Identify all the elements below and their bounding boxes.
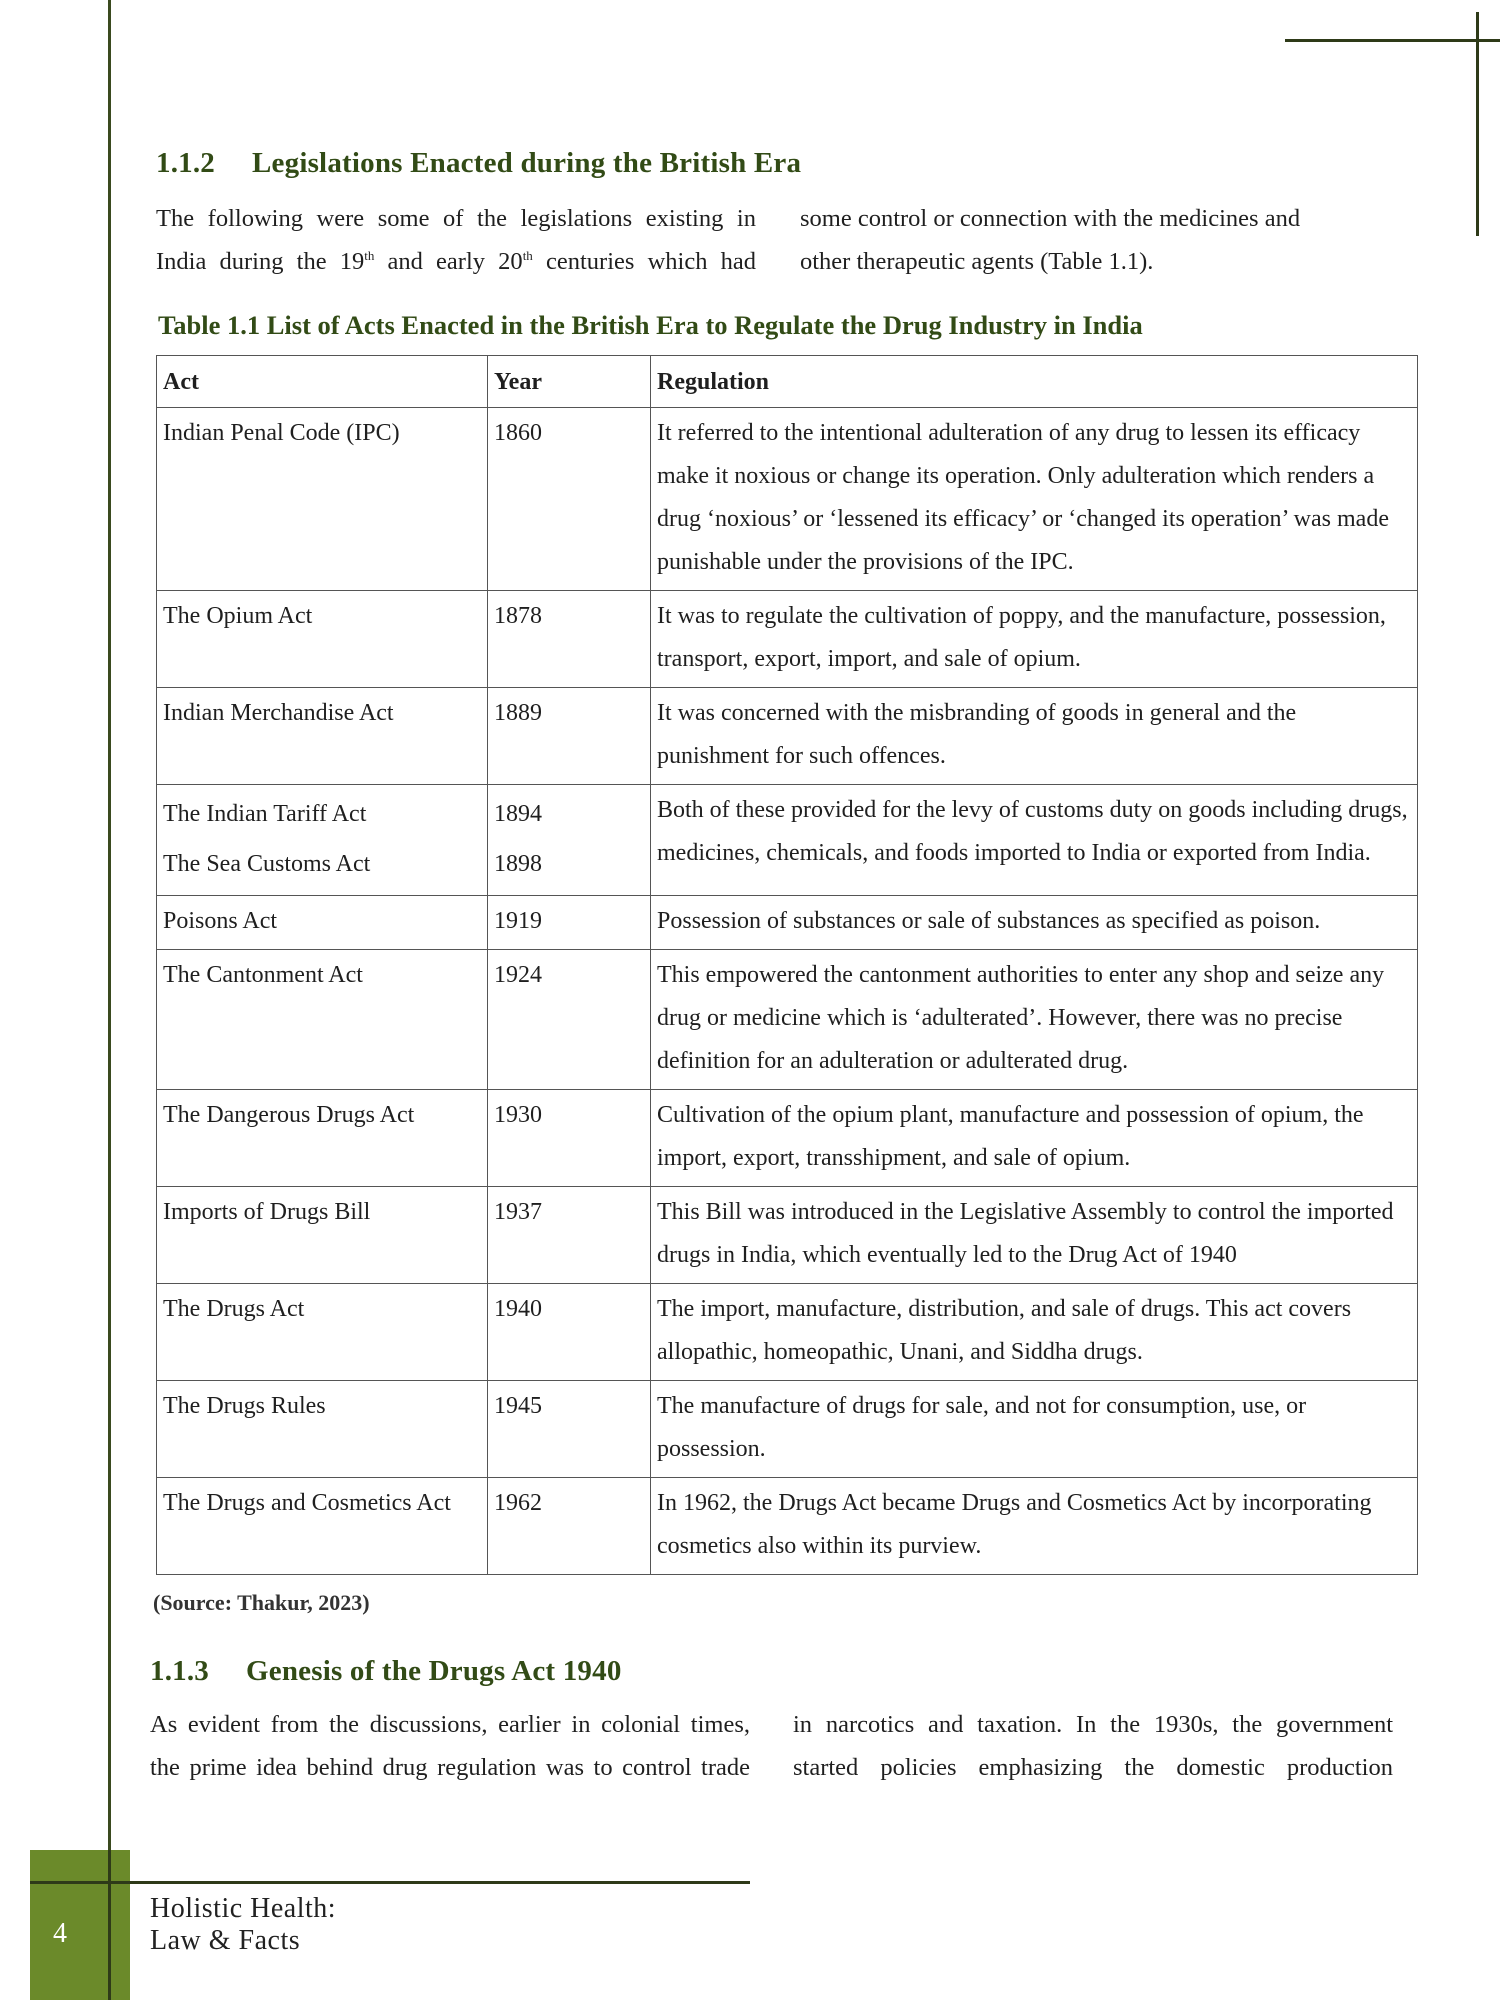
regulation-cell: Cultivation of the opium plant, manufacture and possession of opium, the import, export, transshipment, and sale of opium. — [651, 1090, 1418, 1187]
year-cell: 1878 — [488, 591, 651, 688]
paragraph-line: As evident from the discussions, earlier in colonial times, — [150, 1711, 750, 1738]
year-value: 1894 — [494, 801, 542, 827]
left-margin-rule — [108, 0, 111, 2000]
table-row — [157, 950, 1418, 1090]
year-cell: 1924 — [488, 950, 651, 1090]
section-number: 1.1.2 — [156, 147, 215, 179]
column-header-regulation: Regulation — [651, 356, 1418, 408]
regulation-cell: The import, manufacture, distribution, and sale of drugs. This act covers allopathic, homeopathic, Unani, and Siddha drugs. — [651, 1284, 1418, 1381]
act-cell: Poisons Act — [157, 896, 488, 950]
act-cell: Imports of Drugs Bill — [157, 1187, 488, 1284]
genesis-left-column — [150, 1703, 750, 1789]
table-row — [157, 1187, 1418, 1284]
table-title: Table 1.1 List of Acts Enacted in the British Era to Regulate the Drug Industry in India — [158, 310, 1143, 340]
paragraph-line: The following were some of the legislations existing in — [156, 205, 756, 232]
act-cell: The Opium Act — [157, 591, 488, 688]
paragraph-line: India during the 19th and early 20th centuries which had — [156, 247, 756, 275]
paragraph-line: in narcotics and taxation. In the 1930s, the government — [793, 1711, 1393, 1738]
regulation-cell: In 1962, the Drugs Act became Drugs and Cosmetics Act by incorporating cosmetics also within its purview. — [651, 1478, 1418, 1575]
regulation-cell: This Bill was introduced in the Legislative Assembly to control the imported drugs in India, which eventually led to the Drug Act of 1940 — [651, 1187, 1418, 1284]
table-row — [157, 1478, 1418, 1575]
act-cell — [157, 785, 488, 896]
section-heading-1-1-2 — [156, 147, 801, 180]
section-heading-1-1-3 — [150, 1655, 622, 1688]
section-number: 1.1.3 — [150, 1655, 209, 1687]
table-row — [157, 785, 1418, 896]
column-header-year: Year — [488, 356, 651, 408]
section-title: Genesis of the Drugs Act 1940 — [246, 1655, 622, 1687]
footer-title-line-2: Law & Facts — [150, 1925, 301, 1956]
year-cell — [488, 785, 651, 896]
year-value: 1898 — [494, 851, 542, 877]
act-cell: The Dangerous Drugs Act — [157, 1090, 488, 1187]
column-header-act: Act — [157, 356, 488, 408]
table-row — [157, 591, 1418, 688]
table-source-note: (Source: Thakur, 2023) — [153, 1590, 370, 1615]
acts-table — [156, 355, 1418, 1575]
act-cell: Indian Penal Code (IPC) — [157, 408, 488, 591]
regulation-cell: It was concerned with the misbranding of goods in general and the punishment for such offences. — [651, 688, 1418, 785]
table-row — [157, 1090, 1418, 1187]
table-row — [157, 1284, 1418, 1381]
act-cell: The Drugs and Cosmetics Act — [157, 1478, 488, 1575]
regulation-cell: It referred to the intentional adulteration of any drug to lessen its efficacy make it noxious or change its operation. Only adulteration which renders a drug ‘noxious’ or ‘lessened its efficacy’ or ‘changed its operation’ was made punishable under the provisions of the IPC. — [651, 408, 1418, 591]
regulation-cell: It was to regulate the cultivation of poppy, and the manufacture, possession, transport, export, import, and sale of opium. — [651, 591, 1418, 688]
year-cell: 1940 — [488, 1284, 651, 1381]
regulation-cell: The manufacture of drugs for sale, and not for consumption, use, or possession. — [651, 1381, 1418, 1478]
regulation-cell: Both of these provided for the levy of customs duty on goods including drugs, medicines, chemicals, and foods imported to India or exported from India. — [651, 785, 1418, 896]
table-row — [157, 688, 1418, 785]
table-row — [157, 896, 1418, 950]
footer-rule-horizontal — [30, 1881, 750, 1884]
page-number: 4 — [53, 1918, 67, 1949]
paragraph-line: other therapeutic agents (Table 1.1). — [800, 248, 1154, 275]
year-cell: 1919 — [488, 896, 651, 950]
corner-rule-vertical — [1476, 12, 1479, 236]
table-header-row — [157, 356, 1418, 408]
corner-rule-horizontal — [1285, 39, 1500, 42]
year-cell: 1962 — [488, 1478, 651, 1575]
paragraph-line: some control or connection with the medicines and — [800, 205, 1301, 232]
year-cell: 1860 — [488, 408, 651, 591]
year-cell: 1889 — [488, 688, 651, 785]
year-cell: 1937 — [488, 1187, 651, 1284]
footer-title-line-1: Holistic Health: — [150, 1893, 337, 1924]
intro-right-column — [800, 197, 1400, 283]
paragraph-line: started policies emphasizing the domestic production — [793, 1754, 1393, 1781]
act-cell: The Drugs Act — [157, 1284, 488, 1381]
year-cell: 1945 — [488, 1381, 651, 1478]
act-name: The Indian Tariff Act — [163, 801, 367, 827]
table-row — [157, 1381, 1418, 1478]
act-cell: The Cantonment Act — [157, 950, 488, 1090]
regulation-cell: Possession of substances or sale of substances as specified as poison. — [651, 896, 1418, 950]
act-cell: Indian Merchandise Act — [157, 688, 488, 785]
footer-rule-vertical — [108, 1850, 111, 2000]
section-title: Legislations Enacted during the British Era — [252, 147, 802, 179]
genesis-right-column — [793, 1703, 1393, 1789]
table-row — [157, 408, 1418, 591]
act-cell: The Drugs Rules — [157, 1381, 488, 1478]
act-name: The Sea Customs Act — [163, 851, 371, 877]
intro-left-column — [156, 197, 756, 283]
regulation-cell: This empowered the cantonment authorities to enter any shop and seize any drug or medicine which is ‘adulterated’. However, there was no precise definition for an adulteration or adulterated drug. — [651, 950, 1418, 1090]
year-cell: 1930 — [488, 1090, 651, 1187]
paragraph-line: the prime idea behind drug regulation was to control trade — [150, 1754, 750, 1781]
